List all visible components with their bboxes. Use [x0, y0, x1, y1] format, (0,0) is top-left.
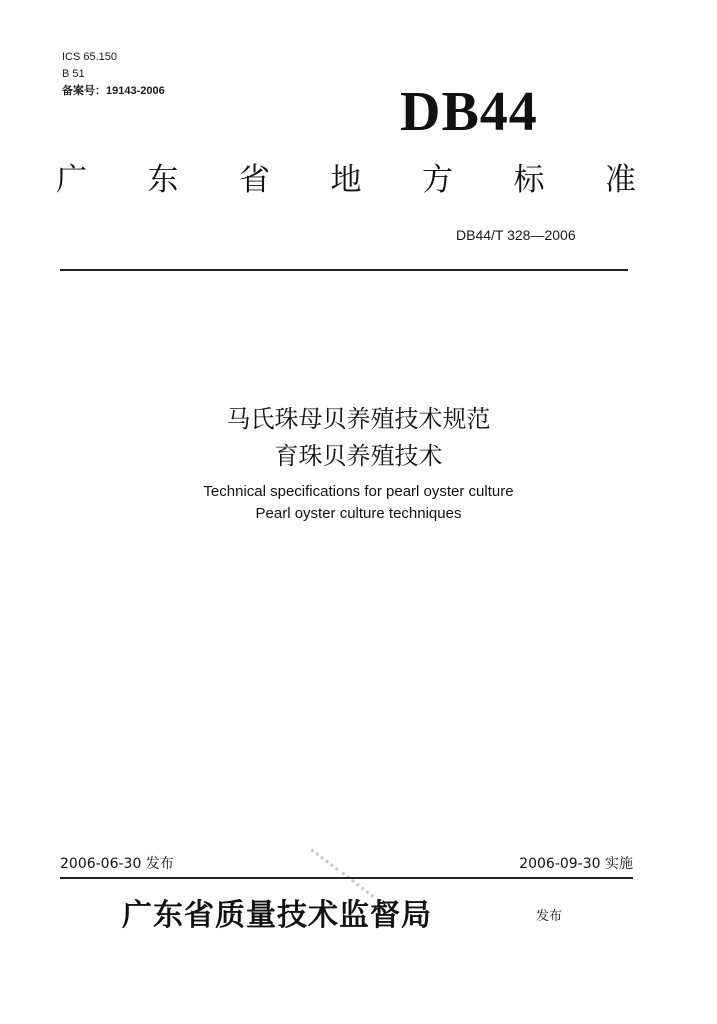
standard-category-title [56, 160, 636, 200]
bottom-divider [60, 877, 633, 879]
top-divider [60, 269, 628, 271]
issue-date: 2006-06-30 发布 [60, 856, 174, 872]
title-char-3: 省 [239, 162, 270, 198]
title-char-1: 广 [56, 162, 87, 198]
effective-date: 2006-09-30 实施 [519, 856, 633, 872]
standard-code-logo: DB44 [400, 81, 538, 143]
standard-number: DB44/T 328—2006 [456, 227, 576, 243]
issuing-verb: 发布 [536, 909, 563, 924]
title-cn-main: 马氏珠母贝养殖技术规范 [226, 405, 491, 433]
title-char-6: 标 [513, 162, 545, 198]
ccs-code: B 51 [62, 68, 85, 80]
issuing-authority: 广东省质量技术监督局 [122, 898, 432, 933]
title-char-7: 准 [605, 162, 636, 198]
title-en-sub: Pearl oyster culture techniques [255, 505, 462, 522]
title-cn-sub: 育珠贝养殖技术 [274, 442, 443, 470]
title-en-main: Technical specifications for pearl oyster culture [203, 483, 514, 500]
record-number: 备案号：19143-2006 [62, 85, 165, 97]
title-char-5: 方 [422, 162, 453, 198]
title-char-2: 东 [147, 162, 179, 198]
ics-code: ICS 65.150 [62, 51, 118, 63]
title-char-4: 地 [330, 162, 362, 198]
